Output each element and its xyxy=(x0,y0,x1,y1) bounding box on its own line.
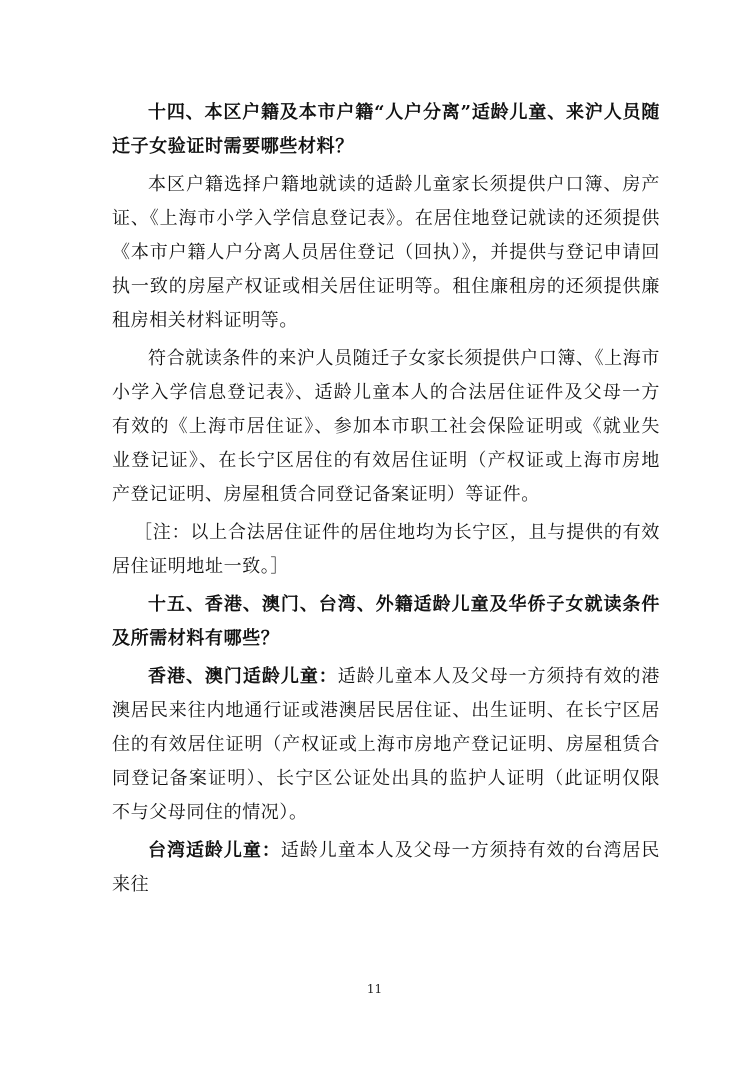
section-15-taiwan-paragraph xyxy=(112,834,660,902)
section-14-paragraph-1: 本区户籍选择户籍地就读的适龄儿童家长须提供户口簿、房产证、《上海市小学入学信息登记表》。在居住地登记就读的还须提供《本市户籍人户分离人员居住登记（回执）》，并提供与登记申请回执一致的房屋产权证或相关居住证明等。租住廉租房的还须提供廉租房相关材料证明等。 xyxy=(112,174,660,331)
section-15-hk-macao-paragraph xyxy=(112,660,660,830)
taiwan-label: 台湾适龄儿童： xyxy=(148,840,281,861)
page-number: 11 xyxy=(366,982,383,996)
section-14-note: ［注：以上合法居住证件的居住地均为长宁区，且与提供的有效居住证明地址一致。］ xyxy=(112,522,660,577)
section-14-heading: 十四、本区户籍及本市户籍“人户分离”适龄儿童、来沪人员随迁子女验证时需要哪些材料？ xyxy=(112,102,660,157)
page-content xyxy=(112,96,660,906)
section-14-paragraph-2: 符合就读条件的来沪人员随迁子女家长须提供户口簿、《上海市小学入学信息登记表》、适龄儿童本人的合法居住证件及父母一方有效的《上海市居住证》、参加本市职工社会保险证明或《就业失业登记证》、在长宁区居住的有效居住证明（产权证或上海市房地产登记证明、房屋租赁合同登记备案证明）等证件。 xyxy=(112,348,660,505)
section-15-heading: 十五、香港、澳门、台湾、外籍适龄儿童及华侨子女就读条件及所需材料有哪些？ xyxy=(112,594,660,649)
hk-macao-text: 适龄儿童本人及父母一方须持有效的港澳居民来往内地通行证或港澳居民居住证、出生证明、在长宁区居住的有效居住证明（产权证或上海市房地产登记证明、房屋租赁合同登记备案证明）、长宁区公证处出具的监护人证明（此证明仅限不与父母同住的情况）。 xyxy=(112,666,661,823)
taiwan-text: 适龄儿童本人及父母一方须持有效的台湾居民来往 xyxy=(112,840,661,895)
hk-macao-label: 香港、澳门适龄儿童： xyxy=(148,666,338,687)
